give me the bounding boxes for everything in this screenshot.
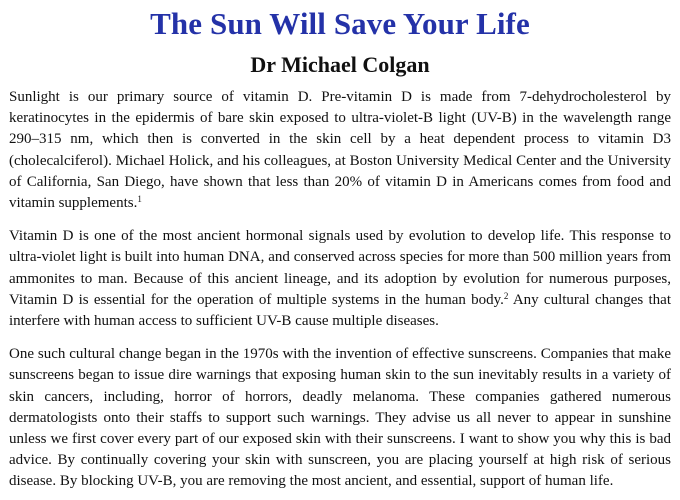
paragraph-3 bbox=[9, 344, 671, 492]
paragraph-3-text: One such cultural change began in the 1970s with the invention of effective sunscreens. Companies that make sunscreens began to issue dire warnings that exposing human skin to the sun inevitably results in a variety of skin cancers, including, horror of horrors, deadly melanoma. These companies gathered numerous dermatologists onto their staffs to support such warnings. They advise us all never to appear in sunshine unless we first cover every part of our exposed skin with their sunscreens. I want to show you why this is bad advice. By continually covering your skin with sunscreen, you are placing yourself at high risk of serious disease. By blocking UV-B, you are removing the most ancient, and essential, support of human life. bbox=[9, 346, 671, 490]
paragraph-2-text-cont: Any cultural changes that interfere with human access to sufficient UV-B cause multiple diseases. bbox=[9, 291, 672, 330]
document-page bbox=[9, 0, 671, 493]
author-name: Dr Michael Colgan bbox=[250, 52, 430, 77]
paragraph-2-text: Vitamin D is one of the most ancient hormonal signals used by evolution to develop life. This response to ultra-violet light is built into human DNA, and conserved across species for more than 500 million years from ammonites to man. Because of this ancient lineage, and its adoption by evolution for numerous purposes, Vitamin D is essential for the operation of multiple systems in the human body. bbox=[9, 228, 671, 308]
document-title: The Sun Will Save Your Life bbox=[150, 6, 530, 41]
article-body bbox=[9, 87, 671, 493]
footnote-ref-2: 2 bbox=[503, 290, 509, 301]
paragraph-1 bbox=[9, 87, 671, 214]
paragraph-2 bbox=[9, 226, 671, 332]
footnote-ref-1: 1 bbox=[137, 194, 142, 205]
paragraph-1-text: Sunlight is our primary source of vitamin D. Pre-vitamin D is made from 7-dehydrocholesterol by keratinocytes in the epidermis of bare skin exposed to ultra-violet-B light (UV-B) in the wavelength range 290–315 nm, which then is converted in the skin cell by a heat dependent process to vitamin D3 (cholecalciferol). Michael Holick, and his colleagues, at Boston University Medical Center and the University of California, San Diego, have shown that less than 20% of vitamin D in Americans comes from food and vitamin supplements. bbox=[9, 89, 671, 212]
